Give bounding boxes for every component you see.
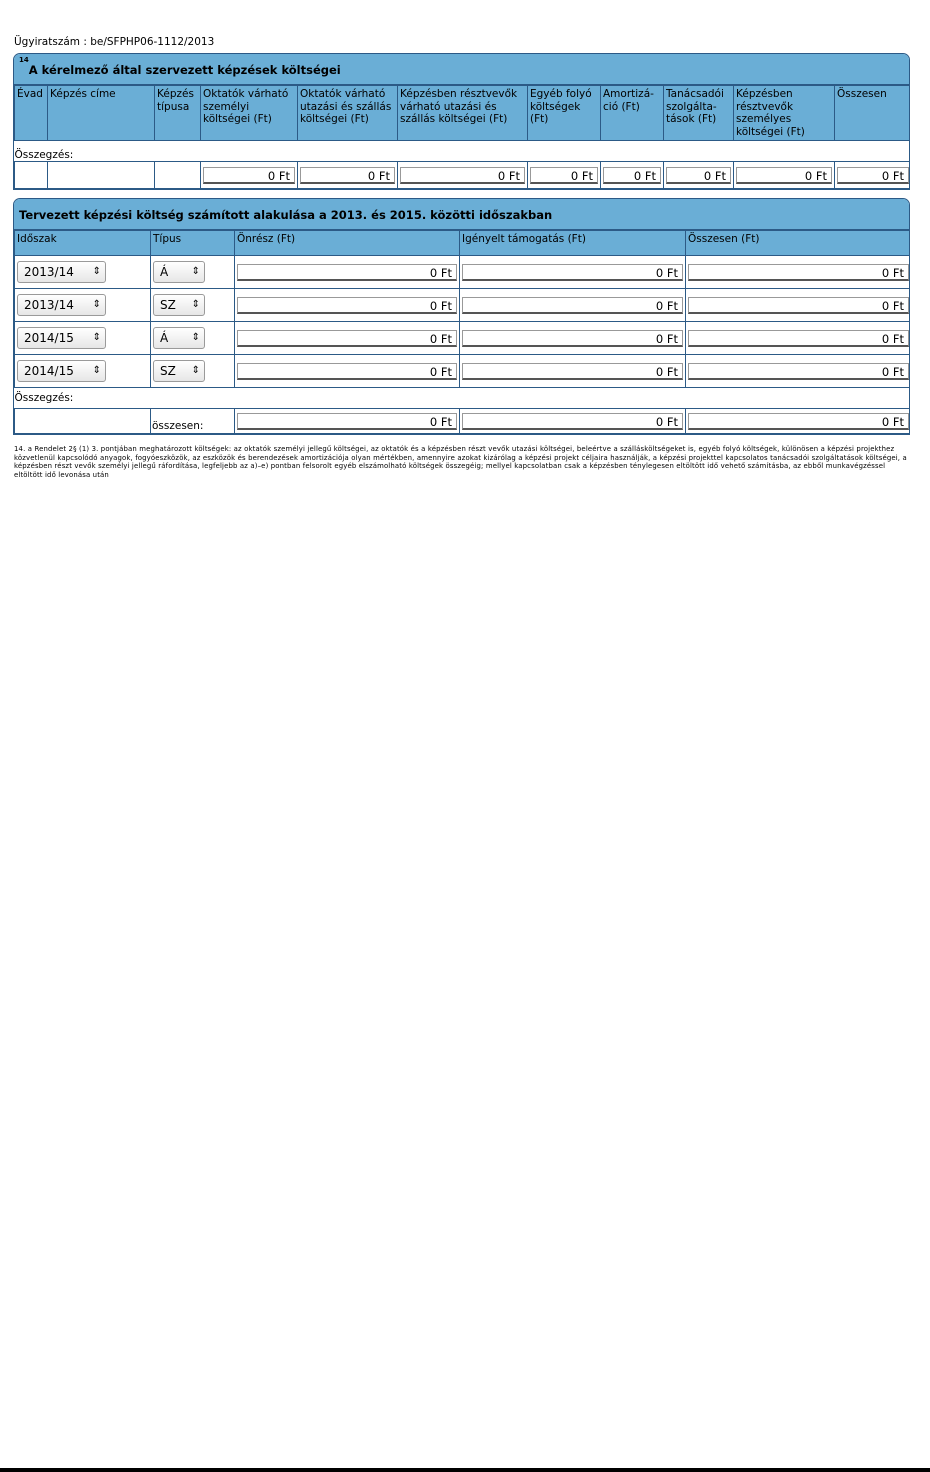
empty-cell [48,162,155,189]
footnote: 14. a Rendelet 2§ (1) 3. pontjában meghatározott költségek: az oktatók személyi jellegű költségei, az oktatók és a képzésben részt vevők utazási költségei, beleértve a szállásköltségeket is, egyéb folyó költségek, különösen a képzési projekthez közvetlenül kapcsolódó anyagok, fogyóeszközök, az eszközök és berendezések amortizációja olyan mértékben, amennyire azokat kizárólag a képzési projekt céljaira használják, a képzési projekttel kapcsolatos tanácsadói szolgáltatások költségei, a képzésben részt vevők személyi jellegű ráfordítása, legfeljebb az a)–e) pontban felsorolt egyéb elszámolható költségek összegéig; mellyel kapcsolatban csak a képzésben ténylegesen eltöltött idő vehető számításba, az ebből munkavégzéssel eltöltött idő levonása után [14,445,907,479]
col-header-support: Igényelt támogatás (Ft) [460,231,686,256]
own-share-cell [235,355,460,388]
type-value: SZ [160,364,176,378]
own-share-value: 0 Ft [237,264,457,281]
updown-arrows-icon: ⇕ [191,299,200,310]
type-select[interactable] [153,261,205,283]
total-overall: 0 Ft [837,167,909,184]
bottom-divider [0,1468,930,1472]
table-row [15,355,911,388]
cost-schedule-table [14,230,910,434]
updown-arrows-icon: ⇕ [92,299,101,310]
empty-cell [155,162,201,189]
total-cell [298,162,398,189]
total-participant-travel: 0 Ft [400,167,525,184]
type-value: Á [160,265,169,279]
type-value: Á [160,331,169,345]
summary-label-row [15,141,911,162]
col-header: Képzésben résztvevők személyes költségei (Ft) [734,86,835,141]
total-cell [734,162,835,189]
col-header: Oktatók várható személyi költségei (Ft) [201,86,298,141]
training-costs-panel [13,53,910,190]
col-header: Amortizá-ció (Ft) [601,86,664,141]
overall-total-cell [686,409,911,434]
own-share-cell [235,289,460,322]
support-cell [460,355,686,388]
total-instructor-personal: 0 Ft [203,167,295,184]
type-select[interactable] [153,327,205,349]
total-value: 0 Ft [688,264,909,281]
total-cell [686,289,911,322]
support-value: 0 Ft [462,330,683,347]
own-share-cell [235,322,460,355]
header-row [15,231,911,256]
type-cell [151,322,235,355]
updown-arrows-icon: ⇕ [92,365,101,376]
support-total: 0 Ft [462,413,683,430]
support-total-cell [460,409,686,434]
col-header-type: Típus [151,231,235,256]
total-cell [686,322,911,355]
period-select[interactable] [17,261,106,283]
period-cell [15,289,151,322]
period-value: 2013/14 [24,265,74,279]
training-costs-table [14,85,910,189]
own-share-cell [235,256,460,289]
footnote-ref[interactable]: 14 [19,56,29,64]
training-costs-title [14,54,909,85]
total-cell [835,162,911,189]
summary-label: Összegzés: [14,392,74,404]
summary-label: Összegzés: [14,149,74,161]
col-header: Oktatók várható utazási és szállás költségei (Ft) [298,86,398,141]
type-cell [151,289,235,322]
total-value: 0 Ft [688,330,909,347]
total-value: 0 Ft [688,297,909,314]
table-row [15,289,911,322]
type-cell [151,256,235,289]
support-value: 0 Ft [462,363,683,380]
type-cell [151,355,235,388]
col-header-period: Időszak [15,231,151,256]
total-instructor-travel: 0 Ft [300,167,395,184]
total-cell [664,162,734,189]
summary-label-row [15,388,911,409]
period-cell [15,256,151,289]
col-header: Képzés típusa [155,86,201,141]
total-other-costs: 0 Ft [530,167,598,184]
period-cell [15,355,151,388]
total-amortization: 0 Ft [603,167,661,184]
col-header: Összesen [835,86,911,141]
support-value: 0 Ft [462,264,683,281]
support-value: 0 Ft [462,297,683,314]
cost-schedule-title: Tervezett képzési költség számított alakulása a 2013. és 2015. közötti időszakban [14,199,909,230]
support-cell [460,256,686,289]
own-share-total-cell [235,409,460,434]
total-participant-personal: 0 Ft [736,167,832,184]
panel-title-text: A kérelmező által szervezett képzések költségei [28,63,341,77]
header-row [15,86,911,141]
period-value: 2014/15 [24,331,74,345]
support-cell [460,289,686,322]
empty-cell [15,162,48,189]
own-share-value: 0 Ft [237,330,457,347]
empty-cell [15,409,151,434]
col-header-total: Összesen (Ft) [686,231,911,256]
overall-total: 0 Ft [688,413,909,430]
total-cell [686,355,911,388]
period-select[interactable] [17,327,106,349]
table-row [15,256,911,289]
totals-row [15,409,911,434]
own-share-value: 0 Ft [237,363,457,380]
total-cell [528,162,601,189]
col-header: Tanácsadói szolgálta-tások (Ft) [664,86,734,141]
totals-row [15,162,911,189]
own-share-total: 0 Ft [237,413,457,430]
total-cell [601,162,664,189]
col-header-own-share: Önrész (Ft) [235,231,460,256]
table-row [15,322,911,355]
updown-arrows-icon: ⇕ [92,332,101,343]
document-number: Ügyiratszám : be/SFPHP06-1112/2013 [14,36,215,48]
period-cell [15,322,151,355]
updown-arrows-icon: ⇕ [191,266,200,277]
period-value: 2014/15 [24,364,74,378]
support-cell [460,322,686,355]
type-value: SZ [160,298,176,312]
total-cell [686,256,911,289]
col-header: Képzésben résztvevők várható utazási és szállás költségei (Ft) [398,86,528,141]
total-cell [201,162,298,189]
col-header: Évad [15,86,48,141]
updown-arrows-icon: ⇕ [191,332,200,343]
total-label: összesen: [151,409,235,434]
col-header: Egyéb folyó költségek (Ft) [528,86,601,141]
type-select[interactable] [153,294,205,316]
total-cell [398,162,528,189]
period-value: 2013/14 [24,298,74,312]
updown-arrows-icon: ⇕ [191,365,200,376]
total-consulting: 0 Ft [666,167,731,184]
updown-arrows-icon: ⇕ [92,266,101,277]
period-select[interactable] [17,294,106,316]
own-share-value: 0 Ft [237,297,457,314]
period-select[interactable] [17,360,106,382]
cost-schedule-panel [13,198,910,435]
col-header: Képzés címe [48,86,155,141]
type-select[interactable] [153,360,205,382]
total-value: 0 Ft [688,363,909,380]
